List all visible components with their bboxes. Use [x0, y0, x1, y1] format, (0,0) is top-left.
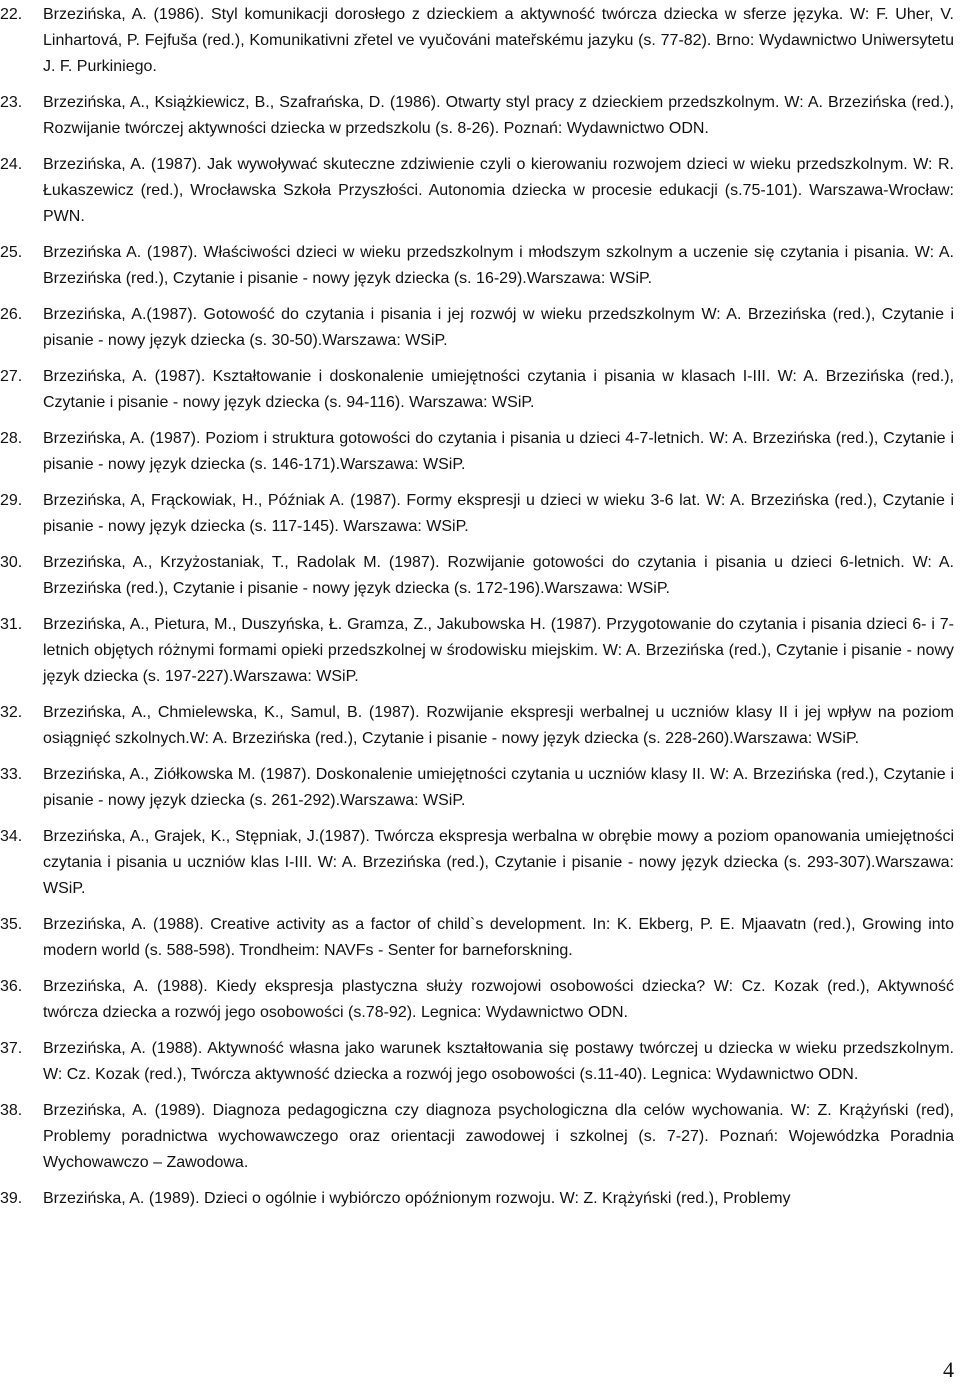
entry-number: 36.: [0, 978, 23, 995]
entry-text: Brzezińska, A., Ziółkowska M. (1987). Doskonalenie umiejętności czytania u uczniów klasy II. W: A. Brzezińska (red.), Czytanie i pisanie - nowy język dziecka (s. 261-292).Warszawa: WSiP.: [43, 766, 954, 809]
entry-text: Brzezińska, A. (1989). Diagnoza pedagogiczna czy diagnoza psychologiczna dla celów wychowania. W: Z. Krążyński (red), Problemy poradnictwa wychowawczego oraz orientacji zawodowej i szkolnej (s. 7-27). Poznań: Wojewódzka Poradnia Wychowawczo – Zawodowa.: [43, 1102, 954, 1171]
entry-text: Brzezińska, A., Chmielewska, K., Samul, B. (1987). Rozwijanie ekspresji werbalnej u uczniów klasy II i jej wpływ na poziom osiągnięć szkolnych.W: A. Brzezińska (red.), Czytanie i pisanie - nowy język dziecka (s. 228-260).Warszawa: WSiP.: [43, 704, 954, 747]
entry-number: 32.: [0, 704, 23, 721]
bibliography-entry-26: [0, 302, 960, 354]
entry-number: 31.: [0, 616, 23, 633]
entry-text: Brzezińska, A, Frąckowiak, H., Późniak A. (1987). Formy ekspresji u dzieci w wieku 3-6 lat. W: A. Brzezińska (red.), Czytanie i pisanie - nowy język dziecka (s. 117-145). Warszawa: WSiP.: [43, 492, 954, 535]
bibliography-list: [0, 2, 960, 1222]
entry-number: 29.: [0, 492, 23, 509]
bibliography-entry-33: [0, 762, 960, 814]
entry-number: 23.: [0, 94, 23, 111]
bibliography-entry-30: [0, 550, 960, 602]
bibliography-entry-32: [0, 700, 960, 752]
entry-number: 25.: [0, 244, 23, 261]
entry-text: Brzezińska, A., Krzyżostaniak, T., Radolak M. (1987). Rozwijanie gotowości do czytania i pisania u dzieci 6-letnich. W: A. Brzezińska (red.), Czytanie i pisanie - nowy język dziecka (s. 172-196).Warszawa: WSiP.: [43, 554, 954, 597]
entry-text: Brzezińska, A., Grajek, K., Stępniak, J.(1987). Twórcza ekspresja werbalna w obrębie mowy a poziom opanowania umiejętności czytania i pisania u uczniów klas I-III. W: A. Brzezińska (red.), Czytanie i pisanie - nowy język dziecka (s. 293-307).Warszawa: WSiP.: [43, 828, 954, 897]
bibliography-entry-34: [0, 824, 960, 902]
entry-number: 39.: [0, 1190, 23, 1207]
entry-number: 22.: [0, 6, 23, 23]
bibliography-entry-24: [0, 152, 960, 230]
entry-number: 24.: [0, 156, 23, 173]
entry-text: Brzezińska, A. (1987). Poziom i struktura gotowości do czytania i pisania u dzieci 4-7-letnich. W: A. Brzezińska (red.), Czytanie i pisanie - nowy język dziecka (s. 146-171).Warszawa: WSiP.: [43, 430, 954, 473]
bibliography-entry-27: [0, 364, 960, 416]
entry-text: Brzezińska, A. (1989). Dzieci o ogólnie i wybiórczo opóźnionym rozwoju. W: Z. Krążyński (red.), Problemy: [43, 1190, 791, 1207]
bibliography-entry-36: [0, 974, 960, 1026]
entry-text: Brzezińska, A. (1987). Kształtowanie i doskonalenie umiejętności czytania i pisania w klasach I-III. W: A. Brzezińska (red.), Czytanie i pisanie - nowy język dziecka (s. 94-116). Warszawa: WSiP.: [43, 368, 954, 411]
entry-number: 37.: [0, 1040, 23, 1057]
bibliography-entry-37: [0, 1036, 960, 1088]
bibliography-entry-23: [0, 90, 960, 142]
entry-number: 28.: [0, 430, 23, 447]
entry-text: Brzezińska, A. (1987). Jak wywoływać skuteczne zdziwienie czyli o kierowaniu rozwojem dzieci w wieku przedszkolnym. W: R. Łukaszewicz (red.), Wrocławska Szkoła Przyszłości. Autonomia dziecka w procesie edukacji (s.75-101). Warszawa-Wrocław: PWN.: [43, 156, 954, 225]
entry-text: Brzezińska, A., Książkiewicz, B., Szafrańska, D. (1986). Otwarty styl pracy z dzieckiem przedszkolnym. W: A. Brzezińska (red.), Rozwijanie twórczej aktywności dziecka w przedszkolu (s. 8-26). Poznań: Wydawnictwo ODN.: [43, 94, 954, 137]
entry-text: Brzezińska, A. (1988). Aktywność własna jako warunek kształtowania się postawy twórczej u dziecka w wieku przedszkolnym. W: Cz. Kozak (red.), Twórcza aktywność dziecka a rozwój jego osobowości (s.11-40). Legnica: Wydawnictwo ODN.: [43, 1040, 954, 1083]
entry-text: Brzezińska A. (1987). Właściwości dzieci w wieku przedszkolnym i młodszym szkolnym a uczenie się czytania i pisania. W: A. Brzezińska (red.), Czytanie i pisanie - nowy język dziecka (s. 16-29).Warszawa: WSiP.: [43, 244, 954, 287]
bibliography-entry-31: [0, 612, 960, 690]
entry-number: 33.: [0, 766, 23, 783]
entry-number: 38.: [0, 1102, 23, 1119]
bibliography-entry-35: [0, 912, 960, 964]
bibliography-entry-25: [0, 240, 960, 292]
bibliography-entry-29: [0, 488, 960, 540]
entry-text: Brzezińska, A.(1987). Gotowość do czytania i pisania i jej rozwój w wieku przedszkolnym W: A. Brzezińska (red.), Czytanie i pisanie - nowy język dziecka (s. 30-50).Warszawa: WSiP.: [43, 306, 954, 349]
bibliography-entry-22: [0, 2, 960, 80]
entry-text: Brzezińska, A., Pietura, M., Duszyńska, Ł. Gramza, Z., Jakubowska H. (1987). Przygotowanie do czytania i pisania dzieci 6- i 7-letnich objętych różnymi formami opieki przedszkolnej w środowisku miejskim. W: A. Brzezińska (red.), Czytanie i pisanie - nowy język dziecka (s. 197-227).Warszawa: WSiP.: [43, 616, 954, 685]
bibliography-entry-39: [0, 1186, 960, 1212]
bibliography-entry-28: [0, 426, 960, 478]
entry-text: Brzezińska, A. (1988). Creative activity as a factor of child`s development. In: K. Ekberg, P. E. Mjaavatn (red.), Growing into modern world (s. 588-598). Trondheim: NAVFs - Senter for barneforskning.: [43, 916, 954, 959]
entry-number: 34.: [0, 828, 23, 845]
entry-number: 35.: [0, 916, 23, 933]
entry-number: 26.: [0, 306, 23, 323]
page-number: 4: [943, 1357, 954, 1382]
entry-text: Brzezińska, A. (1988). Kiedy ekspresja plastyczna służy rozwojowi osobowości dziecka? W: Cz. Kozak (red.), Aktywność twórcza dziecka a rozwój jego osobowości (s.78-92). Legnica: Wydawnictwo ODN.: [43, 978, 954, 1021]
entry-number: 30.: [0, 554, 23, 571]
entry-text: Brzezińska, A. (1986). Styl komunikacji dorosłego z dzieckiem a aktywność twórcza dziecka w sferze języka. W: F. Uher, V. Linhartová, P. Fejfuša (red.), Komunikativni zřetel ve vyučováni mateřskému jazyku (s. 77-82). Brno: Wydawnictwo Uniwersytetu J. F. Purkiniego.: [43, 6, 954, 75]
entry-number: 27.: [0, 368, 23, 385]
bibliography-entry-38: [0, 1098, 960, 1176]
